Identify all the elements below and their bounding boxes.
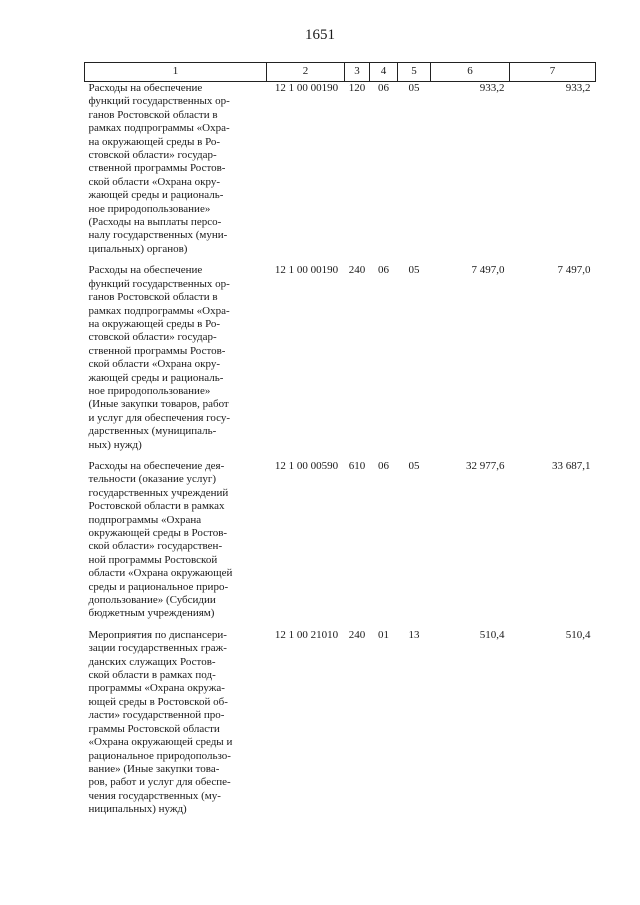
description-line: ющей среды в Ростовской об-	[88, 695, 228, 708]
description-line: государственных учреждений	[88, 486, 229, 499]
description-line: жающей среды и рациональ-	[88, 371, 224, 384]
table-row	[85, 460, 596, 629]
target-article-code: 12 1 00 00190	[274, 82, 339, 94]
description-line: ное природопользование»	[88, 384, 211, 397]
description-line: ской области» государствен-	[88, 540, 223, 553]
description-line: Расходы на обеспечение	[88, 82, 203, 94]
subsection-code: 13	[408, 628, 420, 641]
description-line: вание» (Иные закупки това-	[88, 762, 220, 775]
description-line: граммы Ростовской области	[88, 722, 220, 735]
description-line: допользование» (Субсидии	[88, 594, 216, 607]
description-line: ской области «Охрана окру-	[88, 358, 221, 371]
amount-column-6: 933,2	[479, 82, 505, 94]
description-line: ниципальных) нужд)	[88, 803, 187, 816]
table-row	[85, 264, 596, 460]
amount-column-7: 510,4	[565, 628, 591, 641]
description-line: налу государственных (муни-	[88, 229, 228, 242]
table-row	[85, 82, 596, 265]
budget-table	[84, 62, 596, 825]
description-line: чения государственных (му-	[88, 789, 221, 802]
column-header-3: 3	[345, 63, 370, 82]
description-line: Расходы на обеспечение дея-	[88, 459, 225, 472]
expense-type-code: 240	[348, 264, 366, 277]
description-line: программы «Охрана окружа-	[88, 682, 225, 695]
header-row	[85, 63, 596, 82]
description-line: ласти» государственной про-	[88, 709, 225, 722]
description-line: на окружающей среды в Ро-	[88, 317, 221, 330]
table-body	[85, 82, 596, 825]
column-header-4: 4	[370, 63, 398, 82]
description-line: ганов Ростовской области в	[88, 291, 218, 304]
description-line: ное природопользование»	[88, 202, 211, 215]
column-header-6: 6	[431, 63, 510, 82]
description-line: Расходы на обеспечение	[88, 264, 203, 277]
description-line: ской области «Охрана окру-	[88, 175, 221, 188]
description-line: стовской области» государ-	[88, 331, 217, 344]
description-line: функций государственных ор-	[88, 277, 230, 290]
section-code: 06	[378, 264, 389, 277]
description-line: ной программы Ростовской	[88, 553, 218, 566]
description-line: бюджетным учреждениям)	[88, 607, 215, 620]
column-header-7: 7	[510, 63, 596, 82]
description-line: области «Охрана окружающей	[88, 567, 233, 580]
subsection-code: 05	[408, 459, 420, 472]
expense-type-code: 610	[348, 459, 366, 472]
amount-column-7: 7 497,0	[557, 264, 591, 277]
description-line: среды и рациональное приро-	[88, 580, 229, 593]
subsection-code: 05	[408, 264, 420, 277]
section-code: 01	[378, 628, 389, 641]
description-line: ных) нужд)	[88, 438, 142, 451]
section-code: 06	[378, 459, 389, 472]
target-article-code: 12 1 00 21010	[274, 628, 339, 641]
description-line: Мероприятия по диспансери-	[88, 628, 227, 641]
table-row	[85, 629, 596, 825]
description-line: тельности (оказание услуг)	[88, 473, 217, 486]
expense-description	[85, 460, 267, 629]
column-header-2: 2	[267, 63, 345, 82]
column-header-1: 1	[85, 63, 267, 82]
amount-column-7: 33 687,1	[552, 459, 591, 472]
description-line: ров, работ и услуг для обеспе-	[88, 776, 231, 789]
description-line: и услуг для обеспечения госу-	[88, 411, 231, 424]
description-line: «Охрана окружающей среды и	[88, 736, 233, 749]
description-line: ской области в рамках под-	[88, 669, 216, 682]
description-line: жающей среды и рациональ-	[88, 189, 224, 202]
description-line: зации государственных граж-	[88, 642, 227, 655]
description-line: ципальных) органов)	[88, 242, 188, 255]
section-code: 06	[378, 82, 389, 94]
expense-type-code: 120	[348, 82, 366, 94]
description-line: ганов Ростовской области в	[88, 108, 218, 121]
description-line: рамках подпрограммы «Охра-	[88, 122, 230, 135]
column-header-5: 5	[398, 63, 431, 82]
description-line: данских служащих Ростов-	[88, 655, 216, 668]
description-line: стовской области» государ-	[88, 149, 217, 162]
expense-description	[85, 629, 267, 825]
description-line: дарственных (муниципаль-	[88, 425, 217, 438]
description-line: (Иные закупки товаров, работ	[88, 398, 229, 411]
description-line: подпрограммы «Охрана	[88, 513, 202, 526]
description-line: функций государственных ор-	[88, 95, 230, 108]
target-article-code: 12 1 00 00590	[274, 459, 339, 472]
description-line: (Расходы на выплаты персо-	[88, 216, 222, 229]
amount-column-7: 933,2	[565, 82, 591, 94]
description-line: Ростовской области в рамках	[88, 500, 225, 513]
description-line: рамках подпрограммы «Охра-	[88, 304, 230, 317]
description-line: ственной программы Ростов-	[88, 344, 226, 357]
subsection-code: 05	[408, 82, 420, 94]
amount-column-6: 510,4	[479, 628, 505, 641]
expense-type-code: 240	[348, 628, 366, 641]
description-line: рациональное природопользо-	[88, 749, 231, 762]
description-line: ственной программы Ростов-	[88, 162, 226, 175]
amount-column-6: 32 977,6	[466, 459, 505, 472]
description-line: окружающей среды в Ростов-	[88, 527, 228, 539]
target-article-code: 12 1 00 00190	[274, 264, 339, 277]
expense-description	[85, 82, 267, 265]
page-number: 1651	[305, 27, 335, 43]
description-line: на окружающей среды в Ро-	[88, 135, 221, 148]
amount-column-6: 7 497,0	[471, 264, 505, 277]
expense-description	[85, 264, 267, 460]
